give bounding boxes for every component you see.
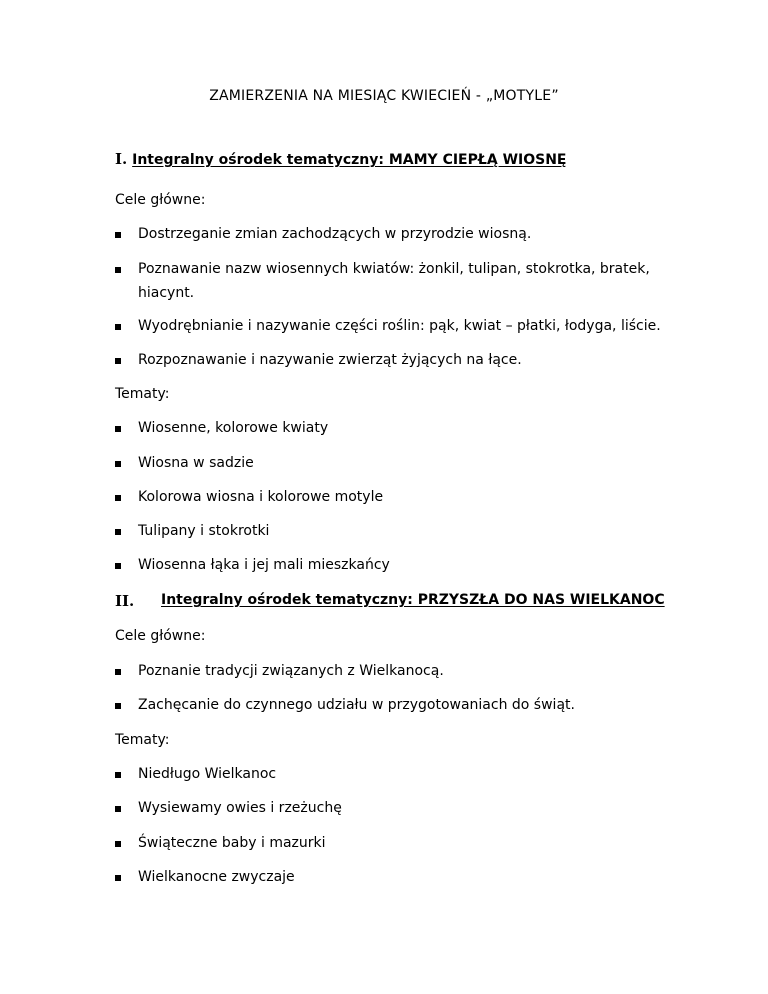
section-2-goals-label: Cele główne: [115,628,206,644]
section-2-heading [115,592,665,610]
bullet-square-icon [115,495,121,501]
topic-text: Kolorowa wiosna i kolorowe motyle [138,489,384,505]
bullet-square-icon [115,563,121,569]
goal-text: Dostrzeganie zmian zachodzących w przyrodzie wiosną. [138,226,532,242]
bullet-square-icon [115,232,121,238]
topic-text: Świąteczne baby i mazurki [138,835,326,851]
section-1-number: I. [115,150,128,168]
goal-text: Rozpoznawanie i nazywanie zwierząt żyjących na łące. [138,352,522,368]
bullet-square-icon [115,772,121,778]
section-2-number: II. [115,592,135,610]
topic-text: Wielkanocne zwyczaje [138,869,295,885]
section-1-goals-label: Cele główne: [115,192,206,208]
goal-text: Zachęcanie do czynnego udziału w przygotowaniach do świąt. [138,697,575,713]
section-1-title: Integralny ośrodek tematyczny: MAMY CIEPŁĄ WIOSNĘ [132,152,567,168]
topic-text: Tulipany i stokrotki [138,523,270,539]
topic-text: Wysiewamy owies i rzeżuchę [138,800,342,816]
topic-text: Wiosenna łąka i jej mali mieszkańcy [138,557,390,573]
bullet-square-icon [115,806,121,812]
bullet-square-icon [115,461,121,467]
bullet-square-icon [115,703,121,709]
topic-text: Wiosna w sadzie [138,455,254,471]
bullet-square-icon [115,669,121,675]
section-2-title: Integralny ośrodek tematyczny: PRZYSZŁA DO NAS WIELKANOC [161,592,665,608]
bullet-square-icon [115,529,121,535]
bullet-square-icon [115,426,121,432]
bullet-square-icon [115,267,121,273]
topic-text: Niedługo Wielkanoc [138,766,277,782]
document-title: ZAMIERZENIA NA MIESIĄC KWIECIEŃ - „MOTYLE” [209,88,559,104]
goal-text: Poznanie tradycji związanych z Wielkanocą. [138,663,444,679]
section-2-topics-label: Tematy: [115,732,170,748]
bullet-square-icon [115,841,121,847]
bullet-square-icon [115,875,121,881]
topic-text: Wiosenne, kolorowe kwiaty [138,420,329,436]
section-1-heading [115,150,567,168]
goal-text: Wyodrębnianie i nazywanie części roślin: pąk, kwiat – płatki, łodyga, liście. [138,318,661,334]
bullet-square-icon [115,324,121,330]
goal-text-continuation: hiacynt. [138,285,195,301]
section-1-topics-label: Tematy: [115,386,170,402]
goal-text: Poznawanie nazw wiosennych kwiatów: żonkil, tulipan, stokrotka, bratek, [138,261,650,277]
bullet-square-icon [115,358,121,364]
